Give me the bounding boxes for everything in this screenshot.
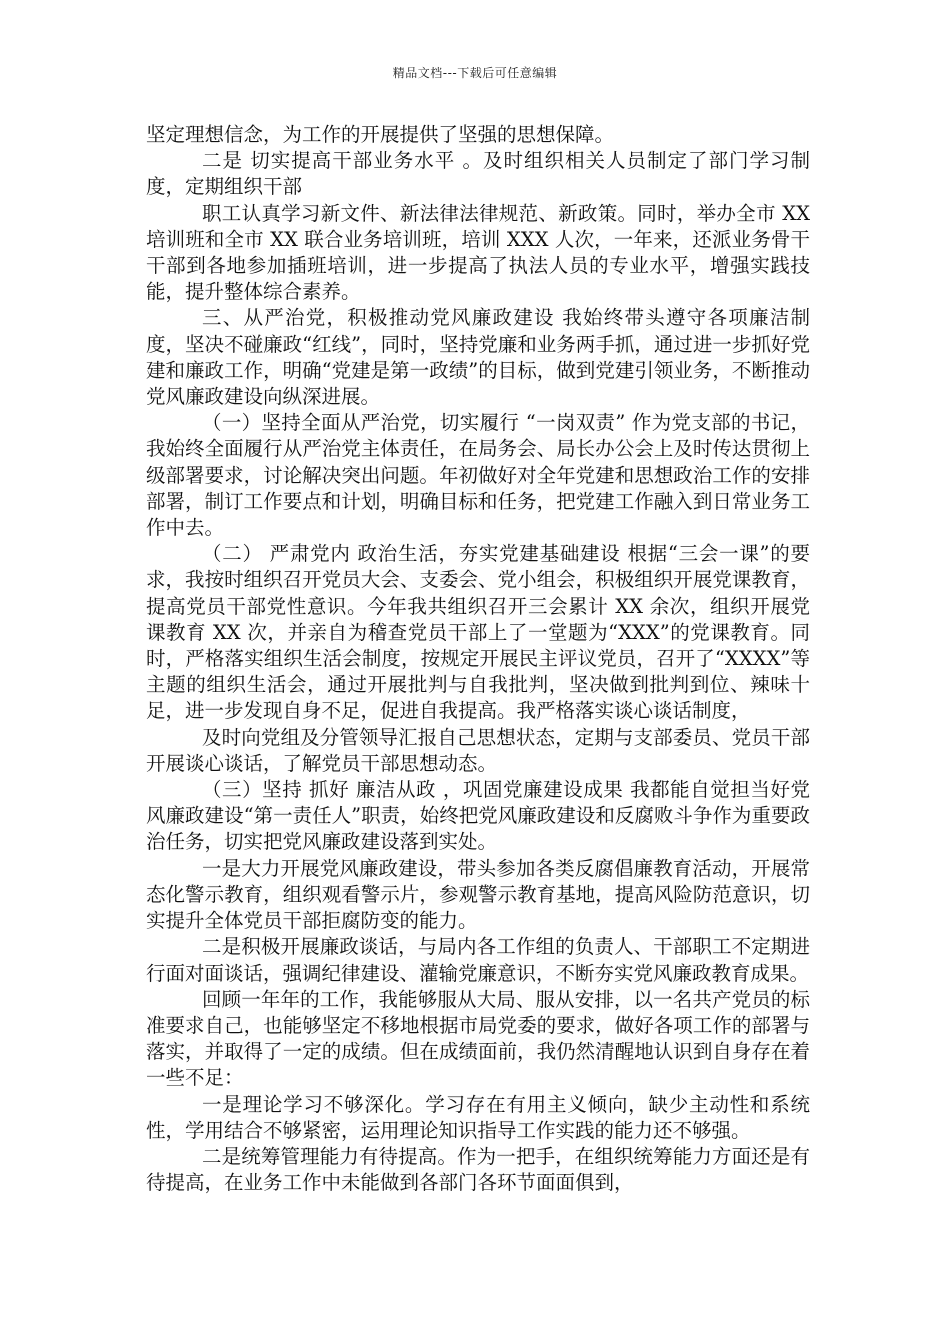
paragraph: 职工认真学习新文件、新法律法律规范、新政策。同时，举办全市 XX培训班和全市 XX 联合业务培训班，培训 XXX 人次，一年来，还派业务骨干干部到各地参加插班培训，进一步提高了执法人员的专业水平，增强实践技能，提升整体综合素养。	[146, 201, 810, 304]
paragraph: 坚定理想信念，为工作的开展提供了坚强的思想保障。	[146, 123, 615, 146]
paragraph: 一是大力开展党风廉政建设，带头参加各类反腐倡廉教育活动，开展常态化警示教育，组织观看警示片，参观警示教育基地，提高风险防范意识，切实提升全体党员干部拒腐防变的能力。	[146, 856, 810, 933]
paragraph: 一是理论学习不够深化。学习存在有用主义倾向，缺少主动性和系统性，学用结合不够紧密，运用理论知识指导工作实践的能力还不够强。	[146, 1092, 810, 1142]
paragraph: （一）坚持全面从严治党，切实履行 “一岗双责” 作为党支部的书记，我始终全面履行从严治党主体责任，在局务会、局长办公会上及时传达贯彻上级部署要求，讨论解决突出问题。年初做好对全年党建和思想政治工作的安排部署，制订工作要点和计划，明确目标和任务，把党建工作融入到日常业务工作中去。	[146, 411, 810, 540]
paragraph: （三）坚持 抓好 廉洁从政 ，巩固党廉建设成果 我都能自觉担当好党风廉政建设“第一责任人”职责，始终把党风廉政建设和反腐败斗争作为重要政治任务，切实把党风廉政建设落到实处。	[146, 778, 810, 854]
paragraph: 二是统筹管理能力有待提高。作为一把手，在组织统筹能力方面还是有待提高，在业务工作中未能做到各部门各环节面面俱到，	[146, 1144, 810, 1195]
paragraph: 三、从严治党，积极推动党风廉政建设 我始终带头遵守各项廉洁制度，坚决不碰廉政“红线”，同时，坚持党廉和业务两手抓，通过进一步抓好党建和廉政工作，明确“党建是第一政绩”的目标，做到党建引领业务，不断推动党风廉政建设向纵深进展。	[146, 306, 810, 409]
paragraph: （二） 严肃党内 政治生活，夯实党建基础建设 根据“三会一课”的要求，我按时组织召开党员大会、支委会、党小组会，积极组织开展党课教育，提高党员干部党性意识。今年我共组织召开三会累计 XX 余次，组织开展党课教育 XX 次，并亲自为稽查党员干部上了一堂题为“XXX”的党课教育。同时，严格落实组织生活会制度，按规定开展民主评议党员，召开了“XXXX”等主题的组织生活会，通过开展批判与自我批判，坚决做到批判到位、辣味十足，进一步发现自身不足，促进自我提高。我严格落实谈心谈话制度，	[146, 542, 810, 723]
document-body	[146, 122, 810, 1196]
paragraph: 二是积极开展廉政谈话，与局内各工作组的负责人、干部职工不定期进行面对面谈话，强调纪律建设、灌输党廉意识，不断夯实党风廉政教育成果。	[146, 935, 810, 985]
paragraph: 及时向党组及分管领导汇报自己思想状态，定期与支部委员、党员干部开展谈心谈话，了解党员干部思想动态。	[146, 725, 810, 775]
paragraph: 二是 切实提高干部业务水平 。及时组织相关人员制定了部门学习制度，定期组织干部	[146, 149, 810, 199]
page-header: 精品文档---下载后可任意编辑	[392, 66, 558, 80]
paragraph: 回顾一年年的工作，我能够服从大局、服从安排，以一名共产党员的标准要求自己，也能够坚定不移地根据市局党委的要求，做好各项工作的部署与落实，并取得了一定的成绩。但在成绩面前，我仍然清醒地认识到自身存在着一些不足：	[146, 987, 810, 1090]
